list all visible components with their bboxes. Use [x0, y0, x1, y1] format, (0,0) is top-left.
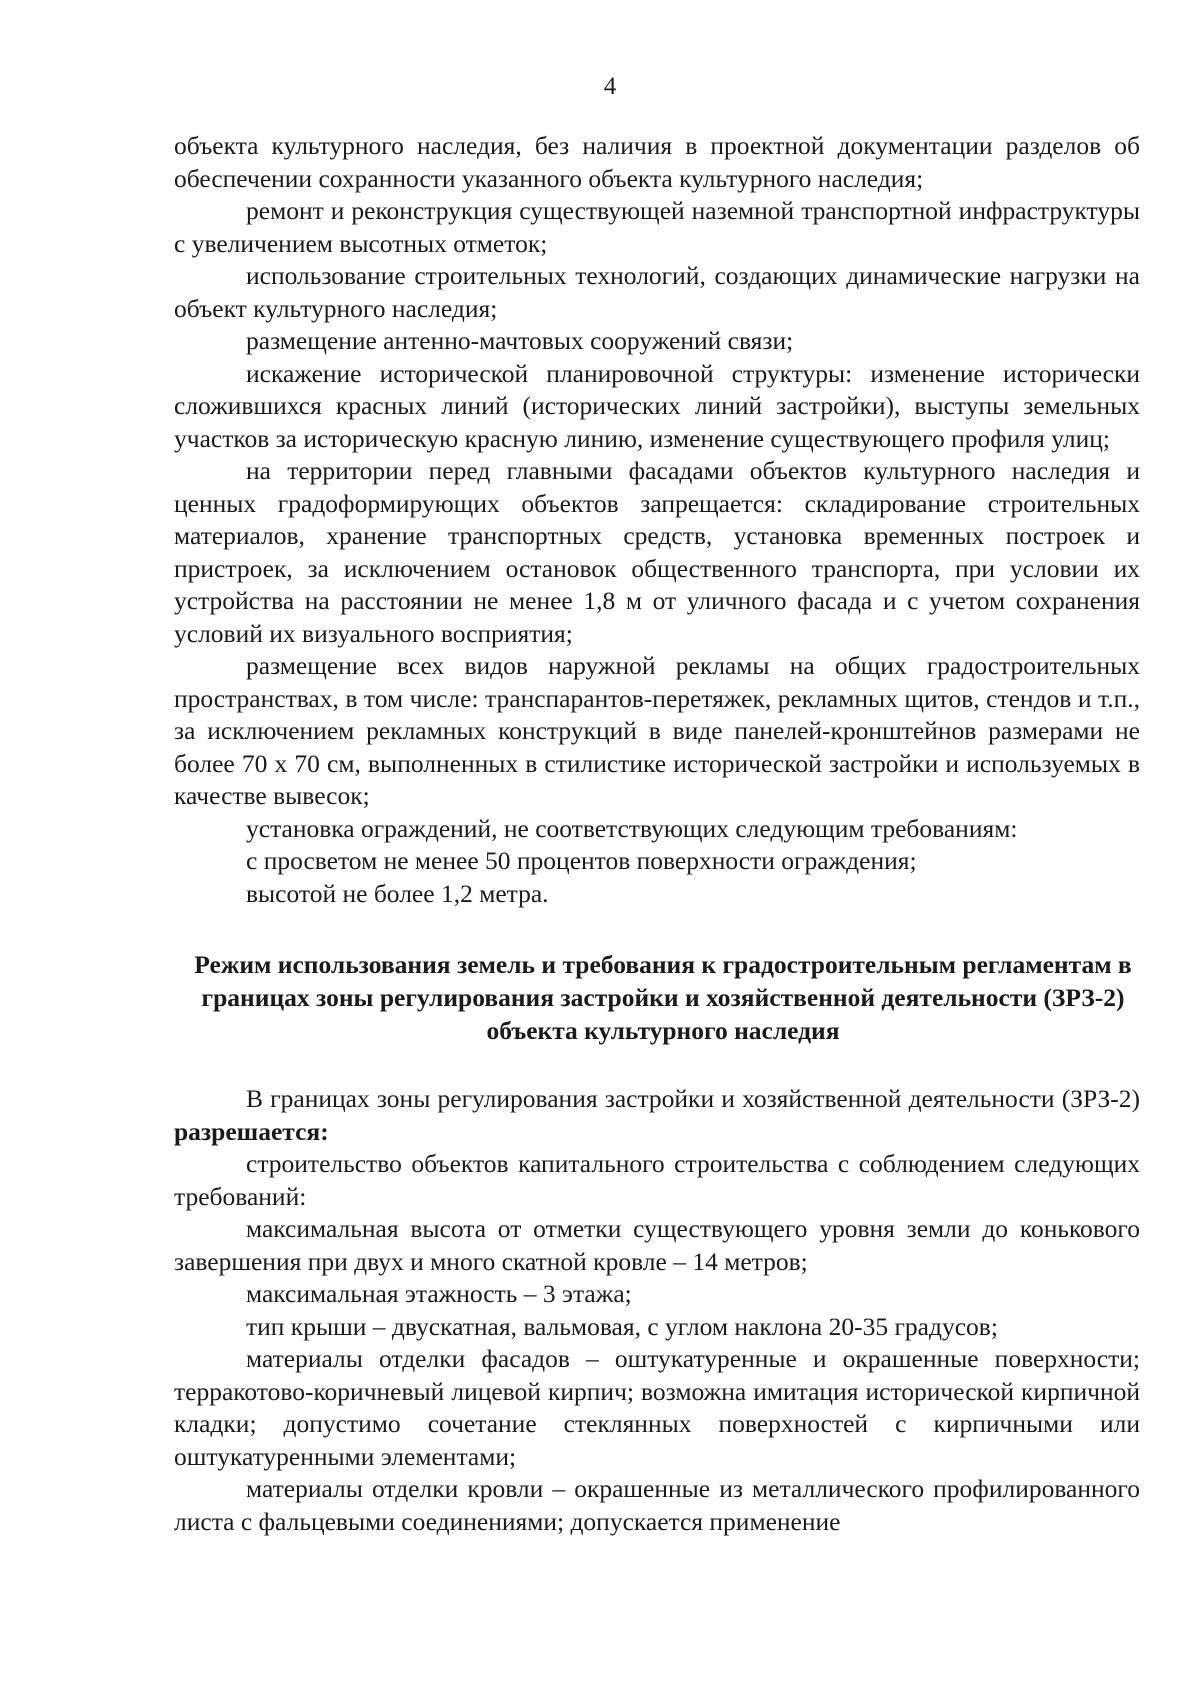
paragraph: с просветом не менее 50 процентов поверхности ограждения; [246, 846, 917, 875]
paragraph: ремонт и реконструкция существующей наземной транспортной инфраструктуры с увеличением высотных отметок; [174, 196, 1140, 258]
document-body [174, 130, 1140, 1538]
paragraph: установка ограждений, не соответствующих следующим требованиям: [246, 813, 1018, 843]
intro-text: В границах зоны регулирования застройки и хозяйственной деятельности (ЗРЗ-2) [246, 1084, 1140, 1113]
paragraph: искажение исторической планировочной структуры: изменение исторически сложившихся красных линий (исторических линий застройки), выступы земельных участков за историческую красную линию, изменение существующего профиля улиц; [174, 358, 1140, 453]
requirements-list [174, 1148, 1140, 1538]
page-number: 4 [603, 73, 617, 100]
intro-bold-text: разрешается: [174, 1116, 329, 1146]
prohibitions-list [174, 130, 1140, 910]
paragraph: высотой не более 1,2 метра. [246, 878, 549, 908]
paragraph: объекта культурного наследия, без наличия в проектной документации разделов об обеспечении сохранности указанного объекта культурного наследия; [174, 131, 1140, 193]
paragraph: размещение всех видов наружной рекламы на общих градостроительных пространствах, в том числе: транспарантов-перетяжек, рекламных щитов, стендов и т.п., за исключением рекламных конструкций в виде панелей-кронштейнов размерами не более 70 x 70 см, выполненных в стилистике исторической застройки и используемых в качестве вывесок; [174, 651, 1140, 810]
paragraph: на территории перед главными фасадами объектов культурного наследия и ценных градоформирующих объектов запрещается: складирование строительных материалов, хранение транспортных средств, установка временных построек и пристроек, за исключением остановок общественного транспорта, при условии их устройства на расстоянии не менее 1,8 м от уличного фасада и с учетом сохранения условий их визуального восприятия; [174, 456, 1140, 648]
paragraph: материалы отделки фасадов – оштукатуренные и окрашенные поверхности; терракотово-коричневый лицевой кирпич; возможна имитация исторической кирпичной кладки; допустимо сочетание стеклянных поверхностей с кирпичными или оштукатуренными элементами; [174, 1344, 1140, 1471]
section-heading: Режим использования земель и требования к градостроительным регламентам в границах зоны регулирования застройки и хозяйственной деятельности (ЗРЗ-2) объекта культурного наследия [194, 950, 1132, 1045]
paragraph: максимальная высота от отметки существующего уровня земли до конькового завершения при двух и много скатной кровле – 14 метров; [174, 1214, 1140, 1276]
paragraph: использование строительных технологий, создающих динамические нагрузки на объект культурного наследия; [174, 261, 1140, 323]
intro-paragraph [174, 1083, 1140, 1148]
paragraph: размещение антенно-мачтовых сооружений связи; [246, 326, 794, 355]
paragraph: строительство объектов капитального строительства с соблюдением следующих требований: [174, 1149, 1140, 1211]
paragraph: максимальная этажность – 3 этажа; [246, 1279, 632, 1308]
paragraph: материалы отделки кровли – окрашенные из металлического профилированного листа с фальцевыми соединениями; допускается применение [174, 1474, 1140, 1536]
paragraph: тип крыши – двускатная, вальмовая, с углом наклона 20-35 градусов; [246, 1311, 998, 1341]
